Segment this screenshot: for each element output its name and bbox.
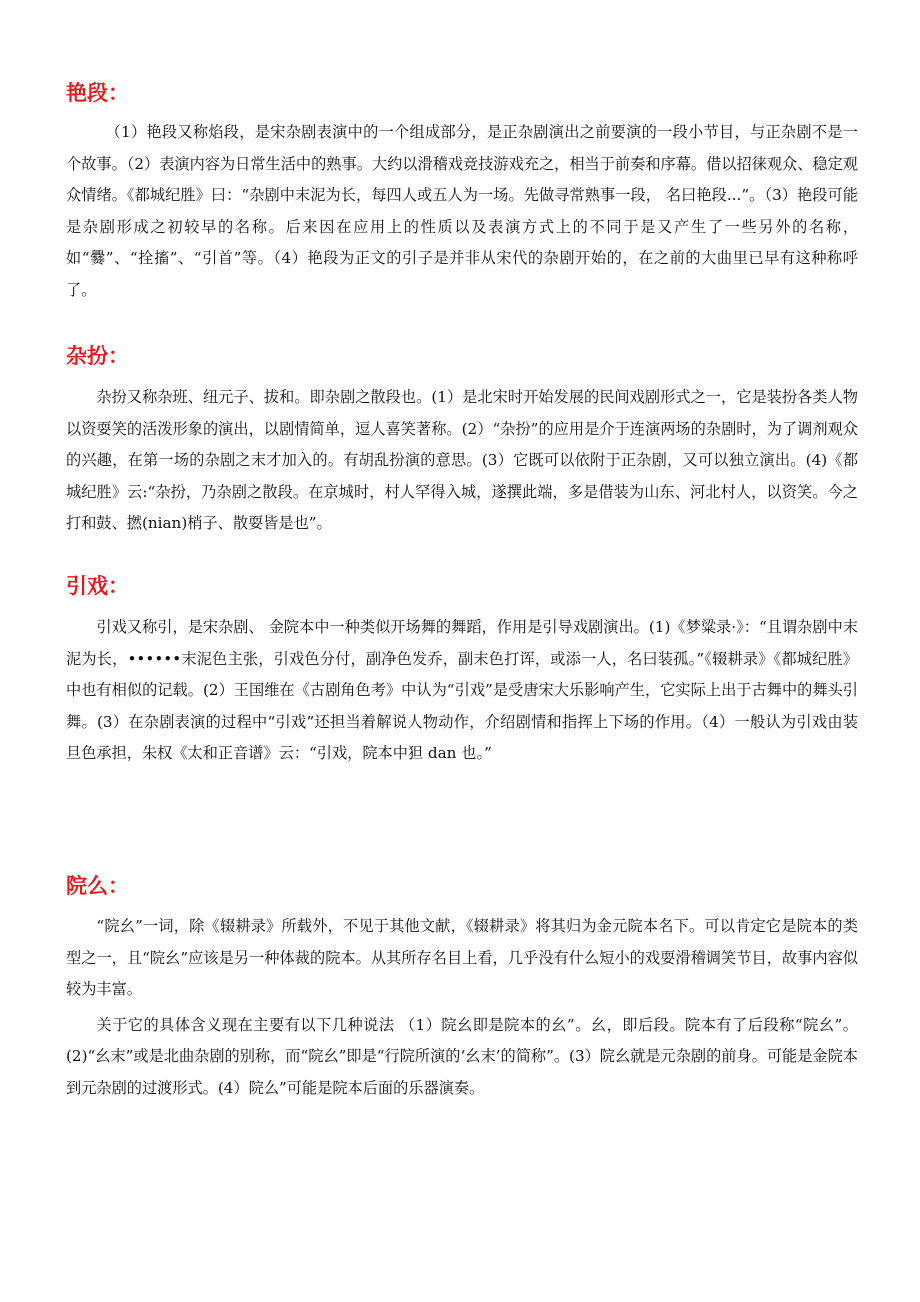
section-yanduan [66, 117, 858, 306]
paragraph-yuanyao-2: 关于它的具体含义现在主要有以下几种说法 （1）院幺即是院本的幺”。幺，即后段。院本有了后段称“院幺”。(2)“幺末”或是北曲杂剧的别称，而“院幺”即是“行院所演的‘幺末’的简称”。(3）院幺就是元杂剧的前身。可能是金院本到元杂剧的过渡形式。(4）院么”可能是院本后面的乐器演奏。 [66, 1015, 858, 1097]
paragraph-zaban: 杂扮又称杂班、纽元子、拔和。即杂剧之散段也。(1）是北宋时开始发展的民间戏剧形式之一，它是装扮各类人物以资耍笑的活泼形象的演出，以剧情简单，逗人喜笑著称。(2）“杂扮”的应用是介于连演两场的杂剧时，为了调剂观众的兴趣，在第一场的杂剧之末才加入的。有胡乱扮演的意思。(3）它既可以依附于正杂剧，又可以独立演出。(4)《都城纪胜》云:“杂扮，乃杂剧之散段。在京城时，村人罕得入城，遂撰此端，多是借装为山东、河北村人，以资笑。今之打和鼓、撚(nian)梢子、散耍皆是也”。 [66, 388, 858, 532]
section-yinxi [66, 612, 858, 770]
heading-yanduan: 艳段： [66, 81, 129, 105]
section-yuanyao [66, 911, 858, 1104]
heading-zaban: 杂扮： [66, 344, 129, 368]
paragraph-yuanyao-1: “院幺”一词，除《辍耕录》所载外，不见于其他文献，《辍耕录》将其归为金元院本名下。可以肯定它是院本的类型之一，且“院幺”应该是另一种体裁的院本。从其所存名目上看，几乎没有什么短小的戏耍滑稽调笑节目，故事内容似较为丰富。 [66, 917, 858, 998]
heading-yuanyao: 院么： [66, 874, 129, 898]
paragraph-yinxi: 引戏又称引，是宋杂剧、 金院本中一种类似开场舞的舞蹈，作用是引导戏剧演出。(1)《梦粱录·》：“且谓杂剧中末泥为长，••••••末泥色主张，引戏色分付，副净色发乔，副末色打诨，或添一人，名曰装孤。”《辍耕录》《都城纪胜》中也有相似的记载。(2）王国维在《古剧角色考》中认为“引戏”是受唐宋大乐影响产生，它实际上出于古舞中的舞头引舞。(3）在杂剧表演的过程中“引戏”还担当着解说人物动作，介绍剧情和指挥上下场的作用。（4）一般认为引戏由装旦色承担，朱权《太和正音谱》云：“引戏，院本中狚 dan 也。” [66, 618, 858, 762]
paragraph-yanduan: （1）艳段又称焰段，是宋杂剧表演中的一个组成部分，是正杂剧演出之前要演的一段小节目，与正杂剧不是一个故事。（2）表演内容为日常生活中的熟事。大约以滑稽戏竞技游戏充之，相当于前奏和序幕。借以招徕观众、稳定观众情绪。《都城纪胜》曰：“杂剧中末泥为长，每四人或五人为一场。先做寻常熟事一段， 名曰艳段...”。（3）艳段可能是杂剧形成之初较早的名称。后来因在应用上的性质以及表演方式上的不同于是又产生了一些另外的名称，如“爨”、“拴搐”、“引首”等。（4）艳段为正文的引子是并非从宋代的杂剧开始的，在之前的大曲里已早有这种称呼了。 [66, 123, 858, 299]
heading-yinxi: 引戏： [66, 574, 129, 598]
section-zaban [66, 382, 858, 540]
